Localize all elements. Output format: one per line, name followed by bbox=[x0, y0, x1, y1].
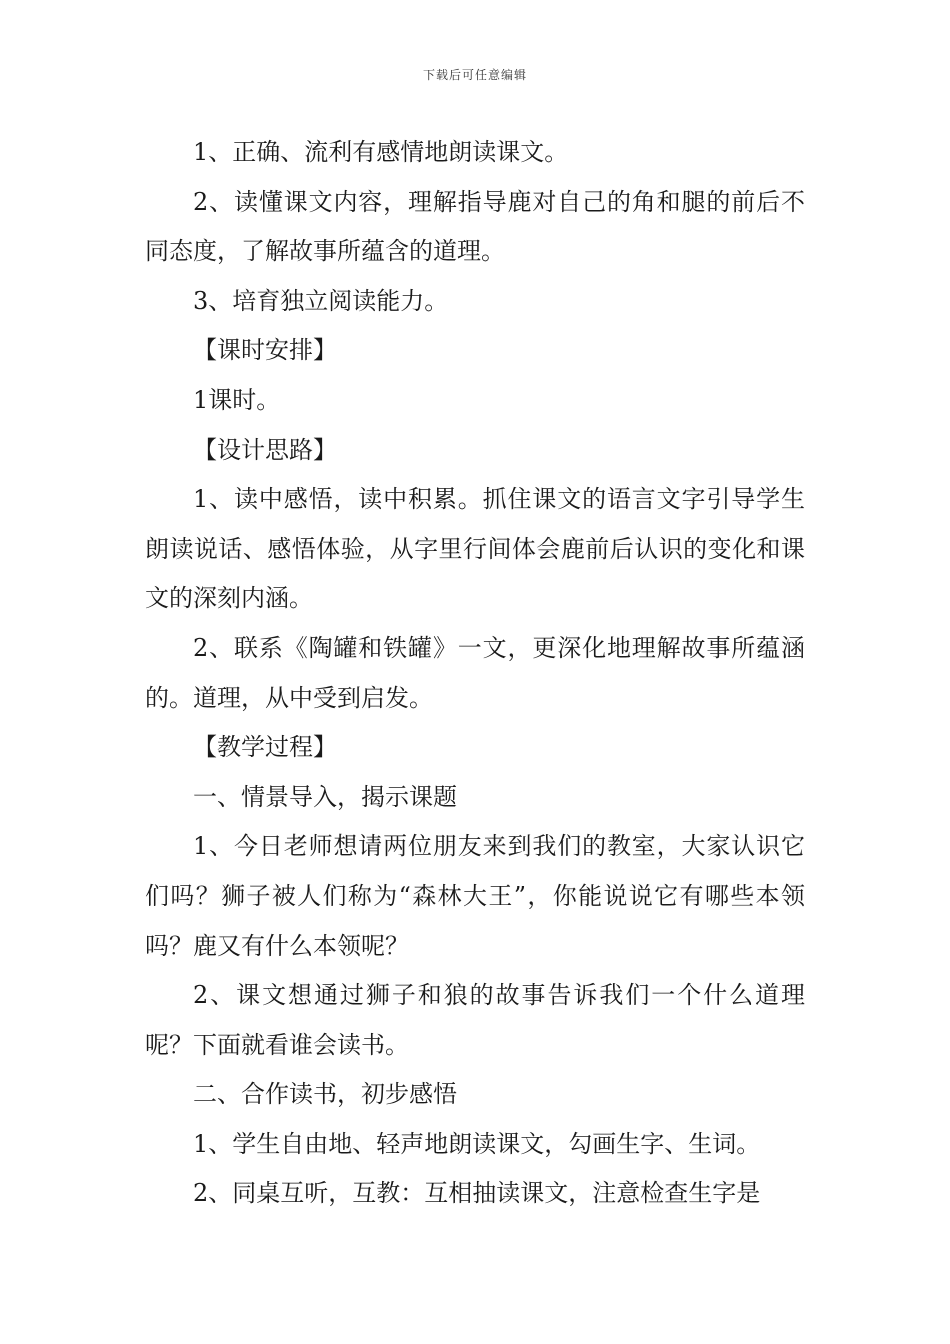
schedule-text: 1课时。 bbox=[193, 385, 281, 414]
section-heading-schedule: 【课时安排】 bbox=[193, 336, 337, 365]
document-body bbox=[145, 128, 805, 1219]
section-heading-design: 【设计思路】 bbox=[193, 435, 337, 464]
design-point-1: 1、读中感悟，读中积累。抓住课文的语言文字引导学生朗读说话、感悟体验，从字里行间体会鹿前后认识的变化和课文的深刻内涵。 bbox=[145, 485, 805, 613]
page-header-note: 下载后可任意编辑 bbox=[422, 68, 527, 82]
section-heading-process: 【教学过程】 bbox=[193, 733, 337, 762]
process-step-1-heading: 一、情景导入，揭示课题 bbox=[193, 782, 457, 811]
objective-2: 2、读懂课文内容，理解指导鹿对自己的角和腿的前后不同态度，了解故事所蕴含的道理。 bbox=[145, 187, 805, 266]
process-step-2-heading: 二、合作读书，初步感悟 bbox=[193, 1080, 457, 1109]
process-step-1-item-1: 1、今日老师想请两位朋友来到我们的教室，大家认识它们吗？狮子被人们称为“森林大王”，你能说说它有哪些本领吗？鹿又有什么本领呢？ bbox=[145, 832, 805, 960]
objective-3: 3、培育独立阅读能力。 bbox=[193, 286, 449, 315]
process-step-2-item-1: 1、学生自由地、轻声地朗读课文，勾画生字、生词。 bbox=[193, 1129, 761, 1158]
objective-1: 1、正确、流利有感情地朗读课文。 bbox=[193, 138, 569, 166]
process-step-2-item-2: 2、同桌互听，互教：互相抽读课文，注意检查生字是 bbox=[193, 1179, 761, 1208]
process-step-1-item-2: 2、课文想通过狮子和狼的故事告诉我们一个什么道理呢？下面就看谁会读书。 bbox=[145, 981, 805, 1059]
design-point-2: 2、联系《陶罐和铁罐》一文，更深化地理解故事所蕴涵的。道理，从中受到启发。 bbox=[145, 633, 805, 712]
